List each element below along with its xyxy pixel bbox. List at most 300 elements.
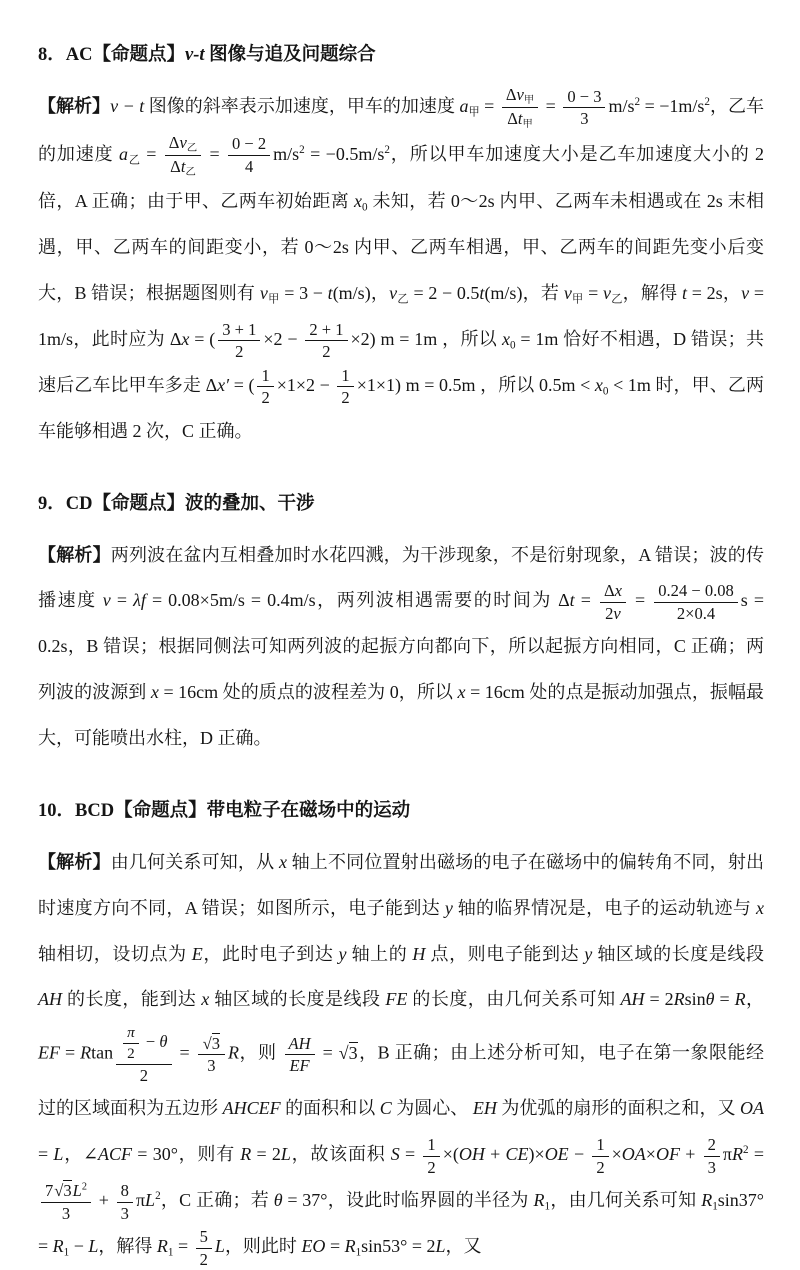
subscript: 乙	[397, 293, 409, 306]
superscript: 2	[155, 1190, 161, 1203]
numerator	[502, 84, 538, 108]
text-run: π	[135, 1190, 146, 1211]
math-variable: a	[118, 143, 128, 164]
text-run: 由几何关系可知，从	[110, 851, 279, 872]
text-run: −	[141, 1032, 160, 1052]
numerator	[228, 133, 270, 156]
math-variable: CE	[505, 1144, 529, 1165]
text-run: ，又	[445, 1236, 482, 1257]
subscript: 0	[509, 339, 516, 352]
math-variable: x	[756, 897, 764, 918]
text-run: ，∠	[63, 1144, 99, 1165]
denominator	[136, 1065, 152, 1087]
math-variable: x	[501, 329, 510, 350]
text-run: 3	[120, 1203, 129, 1223]
bold-text: 【解析】	[38, 544, 111, 565]
text-run: =	[173, 1236, 193, 1257]
text-run: 为圆心、	[391, 1098, 473, 1119]
text-run: 10．BCD	[38, 801, 115, 822]
text-run: 7	[45, 1181, 54, 1201]
text-run: 2 + 1	[309, 319, 344, 339]
math-variable: θ	[705, 989, 715, 1010]
math-variable: y	[338, 943, 347, 964]
math-variable: x	[353, 191, 362, 212]
denominator	[704, 1157, 720, 1179]
fraction	[337, 365, 353, 409]
bold-text: 【解析】	[38, 95, 111, 116]
numerator	[305, 319, 347, 342]
denominator	[257, 387, 273, 409]
fraction	[502, 84, 538, 132]
radicand: 3	[63, 1181, 72, 1201]
problem-8-section	[38, 42, 764, 455]
math-variable: π	[127, 1024, 135, 1042]
fraction	[704, 1134, 720, 1178]
text-run: (m/s)，	[332, 283, 390, 304]
text-run: tan	[91, 1043, 114, 1064]
numerator	[423, 1134, 439, 1157]
superscript: 2	[81, 1181, 87, 1193]
text-run: 4	[244, 157, 254, 177]
math-variable: EF	[38, 1043, 60, 1064]
fraction	[305, 319, 347, 363]
numerator	[41, 1180, 91, 1203]
text-run: 2	[261, 388, 270, 408]
text-run: Δ	[603, 581, 615, 601]
problem-10-analysis	[38, 840, 764, 1270]
text-run: = 0.08×5m/s = 0.4m/s，两列波相遇需要的时间为 Δ	[145, 590, 570, 611]
denominator	[601, 603, 625, 625]
text-run: 0 − 3	[567, 86, 602, 106]
numerator	[196, 1226, 212, 1249]
denominator	[58, 1203, 74, 1225]
text-run: =	[110, 590, 134, 611]
text-run: 图像的斜率表示加速度，甲车的加速度	[144, 95, 460, 116]
numerator	[285, 1033, 315, 1056]
text-run: 8．AC	[38, 45, 93, 65]
text-run: = 16cm 处的点是振动加强点，振幅最大，可能喷出水柱，D 正确。	[38, 682, 765, 749]
text-run: ，则	[239, 1043, 282, 1064]
math-variable: v	[613, 603, 621, 623]
text-run: =	[60, 1043, 81, 1064]
text-run: ，此时电子到达	[202, 943, 339, 964]
bold-text: 【解析】	[38, 851, 111, 872]
problem-9-title	[38, 491, 764, 519]
text-run: Δ	[505, 84, 517, 104]
math-variable: R	[701, 1190, 713, 1211]
numerator	[600, 580, 626, 603]
text-run: 8	[120, 1181, 129, 1201]
math-variable: FE	[385, 989, 408, 1010]
math-variable: ACF	[98, 1144, 133, 1165]
subscript: 甲	[571, 293, 584, 306]
math-variable: t	[327, 283, 333, 304]
text-run: = −0.5m/s	[304, 143, 385, 164]
math-variable: AH	[620, 989, 645, 1010]
math-variable: R	[734, 989, 746, 1010]
text-run: 点，则电子能到达	[425, 943, 585, 964]
text-run: 3 + 1	[222, 319, 257, 339]
radicand: 3	[211, 1033, 221, 1053]
numerator	[592, 1134, 608, 1157]
text-run: =	[204, 143, 225, 164]
text-run: ，所以甲车加速度大小是乙车加速度大小的 2 倍，A 正确；由于甲、乙两车初始距离	[38, 143, 765, 212]
text-run: ×	[645, 1144, 656, 1165]
math-variable: v	[102, 590, 111, 611]
problem-10-section	[38, 798, 764, 1270]
text-run: = 2s，	[687, 283, 742, 304]
text-run: =	[574, 590, 597, 611]
text-run: ，则此时	[224, 1236, 302, 1257]
text-run: 3	[580, 109, 589, 129]
fraction	[228, 133, 270, 177]
problem-8-title	[38, 42, 764, 70]
text-run: =	[140, 143, 162, 164]
text-run: 5	[199, 1227, 208, 1247]
superscript: 2	[299, 143, 305, 156]
text-run: 1	[261, 365, 270, 385]
text-run: 2	[127, 1045, 135, 1063]
text-run: = 16cm 处的质点的波程差为 0，所以	[158, 682, 458, 703]
math-variable: v − t	[110, 95, 145, 116]
text-run: sin	[684, 989, 706, 1010]
text-run: 3	[207, 1056, 216, 1076]
text-run: 9．CD	[38, 493, 93, 514]
superscript: 2	[634, 95, 641, 108]
text-run: = 3 −	[279, 283, 328, 304]
text-run: 1	[427, 1135, 436, 1155]
text-run: = 1m/s，此时应为 Δ	[38, 283, 764, 350]
text-run: =	[317, 1043, 338, 1064]
numerator	[123, 1023, 139, 1044]
text-run: =	[479, 95, 499, 116]
text-run: = 2	[644, 989, 674, 1010]
square-root	[54, 1181, 71, 1200]
subscript: 0	[361, 201, 368, 214]
text-run: =	[399, 1144, 421, 1165]
fraction	[218, 319, 260, 363]
math-variable: OA	[740, 1098, 765, 1119]
text-run: +	[679, 1144, 701, 1165]
problem-9-section	[38, 491, 764, 762]
text-run: 2	[341, 388, 350, 408]
text-run: )×	[528, 1144, 545, 1165]
math-variable: R	[156, 1236, 168, 1257]
numerator	[563, 86, 605, 109]
math-variable: OF	[655, 1144, 680, 1165]
subscript: 1	[712, 1200, 718, 1213]
text-run: s = 0.2s，B 错误；根据同侧法可知两列波的起振方向都向下，所以起振方向相同，C 正确；两列波的波源到	[38, 590, 765, 703]
text-run: 1	[596, 1135, 605, 1155]
math-variable: S	[390, 1144, 400, 1165]
math-variable: AHCEF	[222, 1098, 281, 1119]
denominator	[117, 1203, 133, 1225]
text-run: +	[484, 1144, 506, 1165]
denominator	[503, 108, 537, 131]
math-variable: t	[569, 590, 575, 611]
math-variable: L	[145, 1190, 156, 1211]
subscript: 甲	[267, 293, 280, 306]
text-run: ×1×2 −	[276, 375, 335, 396]
math-variable: L	[435, 1236, 446, 1257]
text-run: −	[568, 1144, 590, 1165]
math-variable: v	[741, 283, 750, 304]
math-variable: R	[533, 1190, 545, 1211]
text-run: 3	[707, 1157, 716, 1177]
math-variable: x	[201, 989, 210, 1010]
math-variable: L	[280, 1144, 291, 1165]
fraction	[600, 580, 626, 624]
problem-9-analysis	[38, 533, 764, 762]
math-variable: x	[614, 581, 622, 601]
text-run: 0.24 − 0.08	[658, 581, 734, 601]
math-variable: R	[673, 989, 685, 1010]
text-run: 轴上不同位置射出磁场的电子在磁场中的偏转角不同，射出时速度方向不同，A 错误；如图所示，电子能到达	[38, 851, 765, 918]
fraction	[198, 1033, 225, 1077]
radical-sign: √	[54, 1181, 64, 1201]
denominator	[241, 156, 257, 178]
numerator	[337, 365, 353, 388]
numerator	[116, 1023, 171, 1065]
text-run: sin53° = 2	[361, 1236, 436, 1257]
denominator	[576, 108, 592, 130]
fraction	[423, 1134, 439, 1178]
math-variable: OH	[458, 1144, 485, 1165]
subscript: 乙	[611, 293, 623, 306]
denominator	[123, 1044, 139, 1064]
math-variable: x	[278, 851, 287, 872]
math-variable: R	[80, 1043, 92, 1064]
text-run: 轴区域的长度是线段	[592, 943, 765, 964]
math-variable: R	[732, 1144, 743, 1165]
text-run: 的长度，能到达	[62, 989, 202, 1010]
math-variable: R	[52, 1236, 64, 1257]
text-run: =	[541, 95, 561, 116]
numerator	[198, 1033, 225, 1056]
math-variable: C	[379, 1098, 392, 1119]
math-variable: t	[682, 283, 688, 304]
math-variable: y	[444, 897, 453, 918]
math-variable: E	[191, 943, 203, 964]
text-run: 2	[427, 1157, 436, 1177]
text-run: 2	[235, 342, 244, 362]
math-variable: x	[150, 682, 159, 703]
text-run: =	[174, 1043, 195, 1064]
text-run: sin37° =	[38, 1190, 764, 1257]
text-run: 轴区域的长度是线段	[209, 989, 386, 1010]
text-run: Δ	[507, 109, 518, 129]
text-run: = 30°，则有	[132, 1144, 241, 1165]
text-run: ，	[745, 989, 765, 1010]
denominator	[166, 156, 200, 179]
math-variable: θ	[273, 1190, 283, 1211]
text-run: ，故该面积	[290, 1144, 391, 1165]
text-run: = 2	[251, 1144, 281, 1165]
text-run: Δ	[170, 157, 181, 177]
text-run: ，解得	[98, 1236, 157, 1257]
text-run: m/s	[273, 143, 300, 164]
text-run: 轴相切，设切点为	[38, 943, 192, 964]
text-run: 的面积和以	[280, 1098, 380, 1119]
text-run: =	[714, 989, 735, 1010]
numerator	[257, 365, 273, 388]
problem-8-analysis	[38, 84, 764, 455]
text-run: 2	[322, 342, 331, 362]
math-variable: v	[259, 283, 268, 304]
subscript: 1	[63, 1246, 70, 1259]
text-run: 0 − 2	[232, 134, 267, 154]
denominator	[673, 603, 719, 625]
math-variable: a	[459, 95, 469, 116]
subscript: 0	[602, 385, 609, 398]
text-run: 轴上的	[346, 943, 413, 964]
fraction	[654, 580, 738, 624]
text-run: 2	[707, 1135, 716, 1155]
text-run: = −1m/s	[640, 95, 705, 116]
text-run: ，由几何关系可知	[550, 1190, 702, 1211]
text-run: ，C 正确；若	[160, 1190, 274, 1211]
math-variable: EO	[301, 1236, 326, 1257]
text-run: ×(	[442, 1144, 459, 1165]
text-run: Δ	[168, 132, 180, 152]
text-run: < 1m 时，甲、乙两车能够相遇 2 次，C 正确。	[38, 375, 764, 441]
denominator	[423, 1157, 439, 1179]
fraction	[117, 1180, 133, 1224]
fraction	[285, 1033, 315, 1077]
text-run: 2	[139, 1065, 148, 1085]
math-variable: x	[181, 329, 190, 350]
text-run: =	[628, 590, 652, 611]
fraction	[196, 1226, 212, 1270]
math-variable: L	[214, 1236, 225, 1257]
subscript: 乙	[127, 153, 141, 166]
text-run: 1	[341, 365, 350, 385]
math-variable: t	[479, 283, 485, 304]
text-run: 2	[199, 1249, 208, 1269]
math-variable: x′	[217, 375, 230, 396]
superscript: 2	[743, 1144, 749, 1157]
text-run: = (	[189, 329, 216, 350]
text-run: 未知，若 0～2s 内甲、乙两车未相遇或在 2s 末相遇，甲、乙两车的间距变小，若 0～2s 内甲、乙两车相遇，甲、乙两车的间距先变小后变大，B 错误；根据题图则有	[38, 191, 764, 304]
math-variable: OA	[621, 1144, 646, 1165]
bold-text: 图像与追及问题综合	[204, 45, 376, 65]
math-variable: R	[344, 1236, 356, 1257]
math-variable: θ	[159, 1032, 168, 1052]
math-variable: v	[563, 283, 572, 304]
text-run: (m/s)，若	[484, 283, 564, 304]
math-variable: λf	[133, 590, 146, 611]
denominator	[196, 1249, 212, 1270]
math-variable: H	[412, 943, 426, 964]
square-root	[203, 1034, 220, 1053]
text-run: =	[583, 283, 604, 304]
numerator	[165, 132, 201, 156]
fraction	[563, 86, 605, 130]
math-variable: EF	[289, 1056, 310, 1076]
fraction	[116, 1023, 171, 1086]
math-variable: t	[517, 109, 523, 129]
text-run: 2	[596, 1157, 605, 1177]
bold-text: 【命题点】	[92, 45, 185, 65]
text-run: 两列波在盆内互相叠加时水花四溅，为干涉现象，不是衍射现象，A 错误；波的传播速度	[38, 544, 765, 611]
text-run: 2	[605, 603, 614, 623]
superscript: 2	[704, 95, 710, 108]
subscript: 乙	[186, 142, 198, 154]
subscript: 乙	[185, 167, 196, 179]
text-run: 为优弧的扇形的面积之和，又	[496, 1098, 741, 1119]
subscript: 甲	[522, 119, 533, 131]
text-run: ，乙车的加速度	[38, 95, 765, 164]
math-variable: EH	[472, 1098, 497, 1119]
text-run: π	[722, 1144, 732, 1165]
radical-sign: √	[202, 1033, 212, 1053]
numerator	[218, 319, 260, 342]
text-run: = 37°，设此时临界圆的半径为	[282, 1190, 534, 1211]
numerator	[654, 580, 738, 603]
math-variable: v	[603, 283, 612, 304]
math-variable: AH	[288, 1033, 311, 1053]
numerator	[704, 1134, 720, 1157]
subscript: 甲	[523, 94, 535, 106]
math-variable: v	[389, 283, 398, 304]
text-run: ×	[611, 1144, 622, 1165]
text-run: ，B 正确；由上述分析可知，电子在第一象限能经过的区域面积为五边形	[38, 1043, 764, 1119]
subscript: 1	[544, 1200, 551, 1213]
text-run: =	[325, 1236, 345, 1257]
math-variable: L	[88, 1236, 99, 1257]
fraction	[592, 1134, 608, 1178]
math-variable: L	[72, 1181, 82, 1201]
math-variable: OE	[544, 1144, 569, 1165]
denominator	[203, 1055, 219, 1077]
denominator	[337, 387, 353, 409]
denominator	[231, 341, 247, 363]
denominator	[592, 1157, 608, 1179]
numerator	[117, 1180, 133, 1203]
text-run: =	[748, 1144, 764, 1165]
math-variable: y	[584, 943, 593, 964]
math-variable: v	[516, 84, 524, 104]
superscript: 2	[384, 143, 390, 156]
math-variable: x	[457, 682, 466, 703]
fraction	[123, 1023, 139, 1064]
text-run: 的长度，由几何关系可知	[407, 989, 621, 1010]
text-run: = 2 − 0.5	[408, 283, 480, 304]
denominator	[318, 341, 334, 363]
radicand: 3	[348, 1043, 358, 1064]
math-variable: AH	[38, 989, 62, 1010]
math-variable: L	[53, 1144, 64, 1165]
subscript: 1	[167, 1246, 174, 1259]
text-run: = 1m 恰好不相遇，D 错误；共速后乙车比甲车多走 Δ	[38, 329, 764, 396]
text-run: = (	[229, 375, 255, 396]
fraction	[41, 1180, 91, 1224]
fraction	[165, 132, 201, 180]
text-run: ×2) m = 1m ，所以	[350, 329, 502, 350]
problem-10-title	[38, 798, 764, 826]
square-root	[339, 1043, 358, 1063]
text-run: 3	[61, 1203, 71, 1223]
math-variable: t	[180, 157, 186, 177]
text-run: m/s	[608, 95, 635, 116]
text-run: +	[93, 1190, 114, 1211]
text-run: =	[38, 1144, 54, 1165]
text-run: ×1×1) m = 0.5m ，所以 0.5m <	[356, 375, 595, 396]
text-run: 轴的临界情况是，电子的运动轨迹与	[452, 897, 756, 918]
denominator	[285, 1055, 313, 1077]
fraction	[257, 365, 273, 409]
bold-text: 【命题点】波的叠加、干涉	[92, 493, 315, 514]
